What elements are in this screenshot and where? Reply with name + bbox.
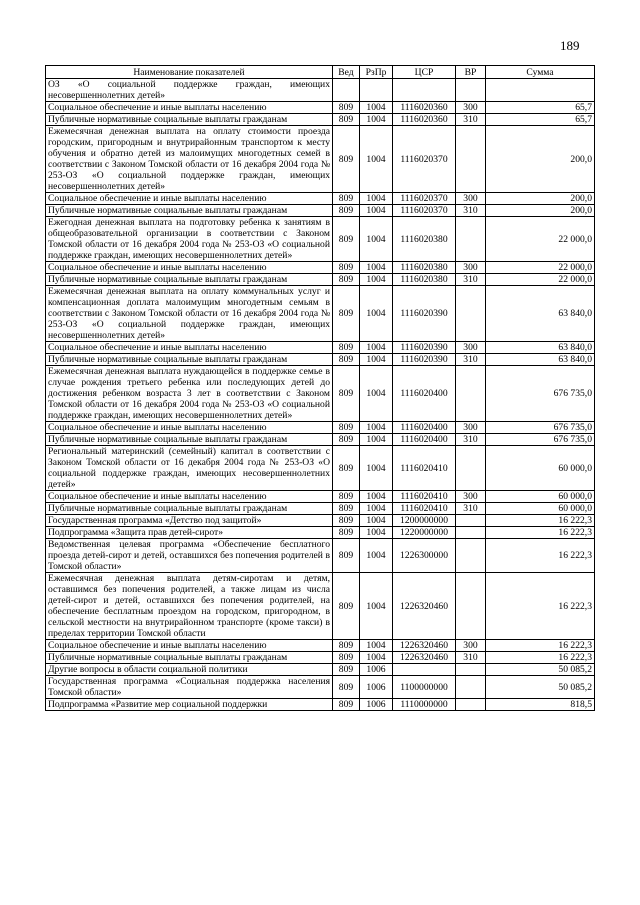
cell-ved: 809 [333, 664, 360, 676]
cell-csr: 1116020410 [393, 491, 456, 503]
cell-name: Другие вопросы в области социальной политики [46, 664, 333, 676]
cell-ved: 809 [333, 102, 360, 114]
cell-name: Государственная программа «Социальная поддержка населения Томской области» [46, 676, 333, 699]
cell-sum: 60 000,0 [486, 446, 595, 491]
cell-csr: 1116020410 [393, 503, 456, 515]
cell-name: Подпрограмма «Защита прав детей-сирот» [46, 527, 333, 539]
cell-csr: 1116020380 [393, 274, 456, 286]
cell-ved: 809 [333, 342, 360, 354]
cell-vr: 300 [456, 193, 486, 205]
cell-ved: 809 [333, 262, 360, 274]
table-row [46, 193, 595, 205]
cell-csr: 1110000000 [393, 699, 456, 711]
cell-rzpr: 1004 [360, 114, 393, 126]
table-row [46, 422, 595, 434]
header-sum: Сумма [486, 66, 595, 79]
cell-ved: 809 [333, 286, 360, 342]
cell-rzpr: 1004 [360, 573, 393, 640]
cell-csr: 1100000000 [393, 676, 456, 699]
cell-csr: 1226300000 [393, 539, 456, 573]
cell-ved: 809 [333, 434, 360, 446]
cell-csr: 1200000000 [393, 515, 456, 527]
table-row [46, 217, 595, 262]
table-row [46, 342, 595, 354]
cell-ved: 809 [333, 503, 360, 515]
cell-ved: 809 [333, 446, 360, 491]
cell-vr: 300 [456, 640, 486, 652]
cell-name: Региональный материнский (семейный) капитал в соответствии с Законом Томской области от 16 декабря 2004 года № 253-ОЗ «О социальной поддержке граждан, имеющих несовершеннолетних детей» [46, 446, 333, 491]
cell-sum: 16 222,3 [486, 527, 595, 539]
cell-name: Социальное обеспечение и иные выплаты населению [46, 491, 333, 503]
cell-sum: 200,0 [486, 205, 595, 217]
cell-rzpr: 1004 [360, 515, 393, 527]
table-row [46, 446, 595, 491]
cell-rzpr: 1004 [360, 640, 393, 652]
cell-vr [456, 699, 486, 711]
cell-rzpr: 1004 [360, 102, 393, 114]
table-row [46, 434, 595, 446]
cell-csr: 1226320460 [393, 640, 456, 652]
cell-sum: 200,0 [486, 126, 595, 193]
cell-csr: 1116020370 [393, 193, 456, 205]
cell-name: Социальное обеспечение и иные выплаты населению [46, 422, 333, 434]
cell-sum: 16 222,3 [486, 515, 595, 527]
cell-csr: 1116020380 [393, 262, 456, 274]
cell-rzpr: 1004 [360, 422, 393, 434]
cell-vr [456, 446, 486, 491]
cell-name: Ежегодная денежная выплата на подготовку ребенка к занятиям в общеобразовательной организации в соответствии с Законом Томской области от 16 декабря 2004 года № 253-ОЗ «О социальной поддержке граждан, имеющих несовершеннолетних детей» [46, 217, 333, 262]
cell-ved: 809 [333, 205, 360, 217]
cell-sum: 16 222,3 [486, 640, 595, 652]
table-row [46, 515, 595, 527]
table-header-row [46, 66, 595, 79]
cell-vr [456, 573, 486, 640]
cell-sum: 65,7 [486, 102, 595, 114]
cell-rzpr: 1004 [360, 274, 393, 286]
cell-rzpr: 1004 [360, 342, 393, 354]
cell-rzpr: 1004 [360, 446, 393, 491]
cell-sum: 22 000,0 [486, 217, 595, 262]
cell-csr: 1116020360 [393, 102, 456, 114]
cell-ved: 809 [333, 676, 360, 699]
header-vr: ВР [456, 66, 486, 79]
cell-ved: 809 [333, 354, 360, 366]
cell-name: Социальное обеспечение и иные выплаты населению [46, 262, 333, 274]
cell-ved: 809 [333, 573, 360, 640]
cell-vr [456, 539, 486, 573]
cell-rzpr: 1004 [360, 539, 393, 573]
cell-ved: 809 [333, 422, 360, 434]
cell-sum: 16 222,3 [486, 652, 595, 664]
cell-name: Ежемесячная денежная выплата на оплату стоимости проезда городским, пригородным и внутрирайонным транспортом к месту обучения и обратно детей из малоимущих многодетных семей в соответствии с Законом Томской области от 16 декабря 2004 года № 253-ОЗ «О социальной поддержке граждан, имеющих несовершеннолетних детей» [46, 126, 333, 193]
table-row [46, 274, 595, 286]
table-row [46, 640, 595, 652]
cell-sum [486, 79, 595, 102]
cell-sum: 16 222,3 [486, 539, 595, 573]
cell-name: Ежемесячная денежная выплата детям-сиротам и детям, оставшимся без попечения родителей, а также лицам из числа детей-сирот и детей, оставшихся без попечения родителей, на обеспечение бесплатным проездом на городском, пригородном, в сельской местности на внутрирайонном транспорте (кроме такси) в пределах территории Томской области [46, 573, 333, 640]
cell-vr [456, 79, 486, 102]
cell-csr: 1116020410 [393, 446, 456, 491]
cell-csr: 1116020390 [393, 286, 456, 342]
cell-vr [456, 664, 486, 676]
cell-name: Ежемесячная денежная выплата нуждающейся в поддержке семье в случае рождения третьего ребенка или последующих детей до достижения ребенком возраста 3 лет в соответствии с Законом Томской области от 16 декабря 2004 года № 253-ОЗ «О социальной поддержке граждан, имеющих несовершеннолетних детей» [46, 366, 333, 422]
cell-name: Социальное обеспечение и иные выплаты населению [46, 342, 333, 354]
cell-ved: 809 [333, 274, 360, 286]
cell-vr [456, 286, 486, 342]
cell-ved: 809 [333, 193, 360, 205]
cell-rzpr: 1004 [360, 527, 393, 539]
cell-sum: 63 840,0 [486, 286, 595, 342]
cell-sum: 50 085,2 [486, 664, 595, 676]
cell-name: Подпрограмма «Развитие мер социальной поддержки [46, 699, 333, 711]
cell-rzpr: 1004 [360, 205, 393, 217]
table-row [46, 699, 595, 711]
cell-rzpr: 1004 [360, 217, 393, 262]
header-csr: ЦСР [393, 66, 456, 79]
table-body [46, 79, 595, 711]
cell-ved: 809 [333, 366, 360, 422]
cell-name: Социальное обеспечение и иные выплаты населению [46, 640, 333, 652]
cell-vr: 310 [456, 114, 486, 126]
cell-name: Публичные нормативные социальные выплаты гражданам [46, 274, 333, 286]
table-row [46, 102, 595, 114]
cell-name: Ежемесячная денежная выплата на оплату коммунальных услуг и компенсационная доплата малоимущим многодетным семьям в соответствии с Законом Томской области от 16 декабря 2004 года № 253-ОЗ «О социальной поддержке граждан, имеющих несовершеннолетних детей» [46, 286, 333, 342]
cell-vr [456, 527, 486, 539]
table-row [46, 354, 595, 366]
cell-vr [456, 676, 486, 699]
cell-rzpr: 1004 [360, 491, 393, 503]
cell-ved: 809 [333, 126, 360, 193]
cell-csr: 1116020360 [393, 114, 456, 126]
cell-sum: 200,0 [486, 193, 595, 205]
cell-rzpr: 1004 [360, 652, 393, 664]
budget-table [45, 65, 595, 711]
cell-sum: 60 000,0 [486, 503, 595, 515]
cell-name: Государственная программа «Детство под защитой» [46, 515, 333, 527]
cell-rzpr: 1004 [360, 286, 393, 342]
header-name: Наименование показателей [46, 66, 333, 79]
table-row [46, 286, 595, 342]
cell-vr: 300 [456, 102, 486, 114]
cell-ved: 809 [333, 217, 360, 262]
cell-ved: 809 [333, 114, 360, 126]
cell-vr: 300 [456, 422, 486, 434]
cell-vr: 310 [456, 205, 486, 217]
cell-vr: 300 [456, 262, 486, 274]
cell-name: Публичные нормативные социальные выплаты гражданам [46, 652, 333, 664]
cell-csr [393, 79, 456, 102]
cell-ved: 809 [333, 515, 360, 527]
cell-vr [456, 126, 486, 193]
cell-rzpr: 1006 [360, 699, 393, 711]
cell-ved: 809 [333, 527, 360, 539]
cell-vr: 310 [456, 274, 486, 286]
cell-vr [456, 515, 486, 527]
page-number: 189 [560, 38, 580, 53]
cell-ved: 809 [333, 640, 360, 652]
cell-csr: 1116020370 [393, 126, 456, 193]
cell-name: Публичные нормативные социальные выплаты гражданам [46, 503, 333, 515]
cell-csr: 1116020370 [393, 205, 456, 217]
cell-sum: 676 735,0 [486, 366, 595, 422]
cell-name: Публичные нормативные социальные выплаты гражданам [46, 354, 333, 366]
cell-name: ОЗ «О социальной поддержке граждан, имеющих несовершеннолетних детей» [46, 79, 333, 102]
cell-sum: 63 840,0 [486, 354, 595, 366]
table-row [46, 491, 595, 503]
cell-sum: 63 840,0 [486, 342, 595, 354]
cell-name: Публичные нормативные социальные выплаты гражданам [46, 114, 333, 126]
header-rzpr: РзПр [360, 66, 393, 79]
table-row [46, 527, 595, 539]
cell-name: Социальное обеспечение и иные выплаты населению [46, 193, 333, 205]
cell-csr: 1116020400 [393, 366, 456, 422]
table-row [46, 79, 595, 102]
cell-rzpr: 1004 [360, 503, 393, 515]
cell-name: Ведомственная целевая программа «Обеспечение бесплатного проезда детей-сирот и детей, оставшихся без попечения родителей в Томской области» [46, 539, 333, 573]
cell-sum: 60 000,0 [486, 491, 595, 503]
table-row [46, 503, 595, 515]
cell-vr [456, 366, 486, 422]
table-row [46, 676, 595, 699]
cell-rzpr: 1004 [360, 366, 393, 422]
cell-rzpr [360, 79, 393, 102]
cell-rzpr: 1004 [360, 434, 393, 446]
cell-sum: 818,5 [486, 699, 595, 711]
cell-sum: 65,7 [486, 114, 595, 126]
cell-csr: 1220000000 [393, 527, 456, 539]
cell-sum: 50 085,2 [486, 676, 595, 699]
table-row [46, 539, 595, 573]
cell-vr: 310 [456, 434, 486, 446]
cell-sum: 22 000,0 [486, 262, 595, 274]
table-row [46, 652, 595, 664]
table-row [46, 262, 595, 274]
cell-csr: 1116020400 [393, 422, 456, 434]
cell-sum: 16 222,3 [486, 573, 595, 640]
table-row [46, 664, 595, 676]
header-ved: Вед [333, 66, 360, 79]
cell-name: Публичные нормативные социальные выплаты гражданам [46, 205, 333, 217]
cell-vr: 300 [456, 491, 486, 503]
cell-rzpr: 1004 [360, 193, 393, 205]
cell-name: Социальное обеспечение и иные выплаты населению [46, 102, 333, 114]
cell-vr: 310 [456, 652, 486, 664]
cell-rzpr: 1004 [360, 262, 393, 274]
cell-sum: 676 735,0 [486, 434, 595, 446]
cell-csr: 1226320460 [393, 573, 456, 640]
table-row [46, 126, 595, 193]
cell-ved [333, 79, 360, 102]
cell-sum: 676 735,0 [486, 422, 595, 434]
cell-rzpr: 1006 [360, 664, 393, 676]
cell-vr: 310 [456, 503, 486, 515]
cell-name: Публичные нормативные социальные выплаты гражданам [46, 434, 333, 446]
cell-vr: 300 [456, 342, 486, 354]
cell-ved: 809 [333, 652, 360, 664]
cell-csr: 1116020380 [393, 217, 456, 262]
cell-ved: 809 [333, 539, 360, 573]
cell-rzpr: 1004 [360, 354, 393, 366]
cell-csr: 1116020390 [393, 354, 456, 366]
cell-ved: 809 [333, 699, 360, 711]
cell-rzpr: 1004 [360, 126, 393, 193]
table-row [46, 205, 595, 217]
table-row [46, 114, 595, 126]
cell-csr [393, 664, 456, 676]
cell-sum: 22 000,0 [486, 274, 595, 286]
table-row [46, 573, 595, 640]
table-row [46, 366, 595, 422]
cell-csr: 1116020400 [393, 434, 456, 446]
cell-rzpr: 1006 [360, 676, 393, 699]
cell-csr: 1116020390 [393, 342, 456, 354]
cell-vr [456, 217, 486, 262]
cell-csr: 1226320460 [393, 652, 456, 664]
cell-vr: 310 [456, 354, 486, 366]
cell-ved: 809 [333, 491, 360, 503]
